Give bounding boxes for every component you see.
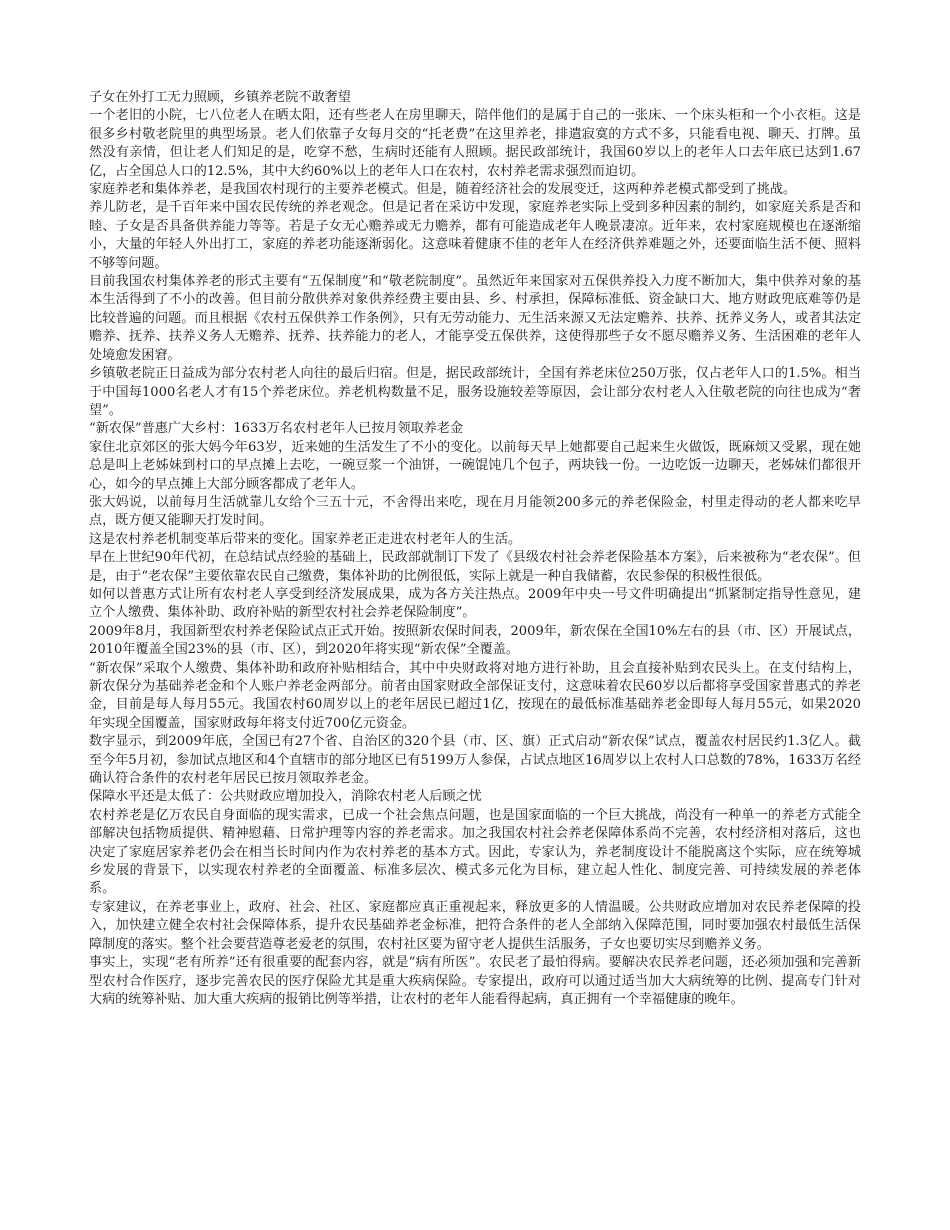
- paragraph: 农村养老是亿万农民自身面临的现实需求，已成一个社会焦点问题，也是国家面临的一个巨大挑战，尚没有一种单一的养老方式能全部解决包括物质提供、精神慰藉、日常护理等内容的养老需求。加之我国农村社会养老保障体系尚不完善，农村经济相对落后，这也决定了家庭居家养老仍会在相当长时间内作为农村养老的基本方式。因此，专家认为，养老制度设计不能脱离这个实际，应在统筹城乡发展的背景下，以实现农村养老的全面覆盖、标准多层次、模式多元化为目标，建立起人性化、制度完善、可持续发展的养老体系。: [89, 807, 861, 897]
- paragraph: 如何以普惠方式让所有农村老人享受到经济发展成果，成为各方关注热点。2009年中央一号文件明确提出“抓紧制定指导性意见，建立个人缴费、集体补助、政府补贴的新型农村社会养老保险制度”。: [89, 586, 861, 621]
- paragraph: “新农保”采取个人缴费、集体补助和政府补贴相结合，其中中央财政将对地方进行补助，且会直接补贴到农民头上。在支付结构上，新农保分为基础养老金和个人账户养老金两部分。前者由国家财政全部保证支付，这意味着农民60岁以后都将享受国家普惠式的养老金，目前是每人每月55元。我国农村60周岁以上的老年居民已超过1亿，按现在的最低标准基础养老金即每人每月55元，如果2020年实现全国覆盖，国家财政每年将支付近700亿元资金。: [89, 660, 861, 731]
- section-heading: 保障水平还是太低了：公共财政应增加投入，消除农村老人后顾之忧: [89, 789, 482, 805]
- paragraph: 张大妈说，以前每月生活就靠儿女给个三五十元，不舍得出来吃，现在月月能领200多元的养老保险金，村里走得动的老人都来吃早点，既方便又能聊天打发时间。: [89, 494, 861, 529]
- section-heading: 子女在外打工无力照顾，乡镇养老院不敢奢望: [89, 90, 351, 105]
- paragraph: 2009年8月，我国新型农村养老保险试点正式开始。按照新农保时间表，2009年，新农保在全国10%左右的县（市、区）开展试点，2010年覆盖全国23%的县（市、区），到2020年将实现“新农保”全覆盖。: [89, 623, 861, 658]
- paragraph: 家庭养老和集体养老，是我国农村现行的主要养老模式。但是，随着经济社会的发展变迁，这两种养老模式都受到了挑战。: [89, 182, 797, 198]
- paragraph: 养儿防老，是千百年来中国农民传统的养老观念。但是记者在采访中发现，家庭养老实际上受到多种因素的制约，如家庭关系是否和睦、子女是否具备供养能力等等。若是子女无心赡养或无力赡养，都有可能造成老年人晚景凄凉。近年来，农村家庭规模也在逐渐缩小，大量的年轻人外出打工，家庭的养老功能逐渐弱化。这意味着健康不佳的老年人在经济供养难题之外，还要面临生活不便、照料不够等问题。: [89, 200, 861, 271]
- paragraph: 专家建议，在养老事业上，政府、社会、社区、家庭都应真正重视起来，释放更多的人情温暖。公共财政应增加对农民养老保障的投入，加快建立健全农村社会保障体系，提升农民基础养老金标准，把符合条件的老人全部纳入保障范围，同时要加强农村最低生活保障制度的落实。整个社会要营造尊老爱老的氛围，农村社区要为留守老人提供生活服务，子女也要切实尽到赡养义务。: [89, 899, 861, 952]
- paragraph: 乡镇敬老院正日益成为部分农村老人向往的最后归宿。但是，据民政部统计，全国有养老床位250万张，仅占老年人口的1.5%。相当于中国每1000名老人才有15个养老床位。养老机构数量不足，服务设施较差等原因，会让部分农村老人入住敬老院的向往也成为“奢望”。: [89, 366, 861, 418]
- paragraph: 家住北京郊区的张大妈今年63岁，近来她的生活发生了不小的变化。以前每天早上她都要自己起来生火做饭，既麻烦又受累，现在她总是叫上老姊妹到村口的早点摊上去吃，一碗豆浆一个油饼，一碗馄饨几个包子，两块钱一份。一边吃饭一边聊天，老姊妹们都很开心，如今的早点摊上大部分顾客都成了老年人。: [89, 439, 861, 492]
- article-body: [89, 89, 861, 1009]
- paragraph: 事实上，实现“老有所养”还有很重要的配套内容，就是“病有所医”。农民老了最怕得病。要解决农民养老问题，还必须加强和完善新型农村合作医疗，逐步完善农民的医疗保险尤其是重大疾病保险。专家提出，政府可以通过适当加大大病统筹的比例、提高专门针对大病的统筹补贴、加大重大疾病的报销比例等举措，让农村的老年人能看得起病，真正拥有一个幸福健康的晚年。: [89, 955, 861, 1007]
- paragraph: 目前我国农村集体养老的形式主要有“五保制度”和“敬老院制度”。虽然近年来国家对五保供养投入力度不断加大，集中供养对象的基本生活得到了不小的改善。但目前分散供养对象供养经费主要由县、乡、村承担，保障标准低、资金缺口大、地方财政兜底难等仍是比较普遍的问题。而且根据《农村五保供养工作条例》，只有无劳动能力、无生活来源又无法定赡养、扶养、抚养义务人，或者其法定赡养、抚养、扶养义务人无赡养、抚养、扶养能力的老人，才能享受五保供养，这使得那些子女不愿尽赡养义务、生活困难的老年人处境愈发困窘。: [89, 274, 861, 363]
- paragraph: 这是农村养老机制变革后带来的变化。国家养老正走进农村老年人的生活。: [89, 531, 522, 547]
- section-heading: “新农保”普惠广大乡村：1633万名农村老年人已按月领取养老金: [89, 421, 464, 437]
- paragraph: 数字显示，到2009年底，全国已有27个省、自治区的320个县（市、区、旗）正式启动“新农保”试点，覆盖农村居民约1.3亿人。截至今年5月初，参加试点地区和4个直辖市的部分地区已有5199万人参保，占试点地区16周岁以上农村人口总数的78%，1633万名经确认符合条件的农村老年居民已按月领取养老金。: [89, 734, 861, 787]
- paragraph: 一个老旧的小院，七八位老人在晒太阳，还有些老人在房里聊天，陪伴他们的是属于自己的一张床、一个床头柜和一个小衣柜。这是很多乡村敬老院里的典型场景。老人们依靠子女每月交的“托老费”在这里养老，排遣寂寞的方式不多，只能看电视、聊天、打牌。虽然没有亲情，但让老人们知足的是，吃穿不愁，生病时还能有人照顾。据民政部统计，我国60岁以上的老年人口去年底已达到1.67亿，占全国总人口的12.5%，其中大约60%以上的老年人口在农村，农村养老需求强烈而迫切。: [89, 108, 861, 179]
- paragraph: 早在上世纪90年代初，在总结试点经验的基础上，民政部就制订下发了《县级农村社会养老保险基本方案》，后来被称为“老农保”。但是，由于“老农保”主要依靠农民自己缴费，集体补助的比例很低，实际上就是一种自我储蓄，农民参保的积极性很低。: [89, 550, 861, 584]
